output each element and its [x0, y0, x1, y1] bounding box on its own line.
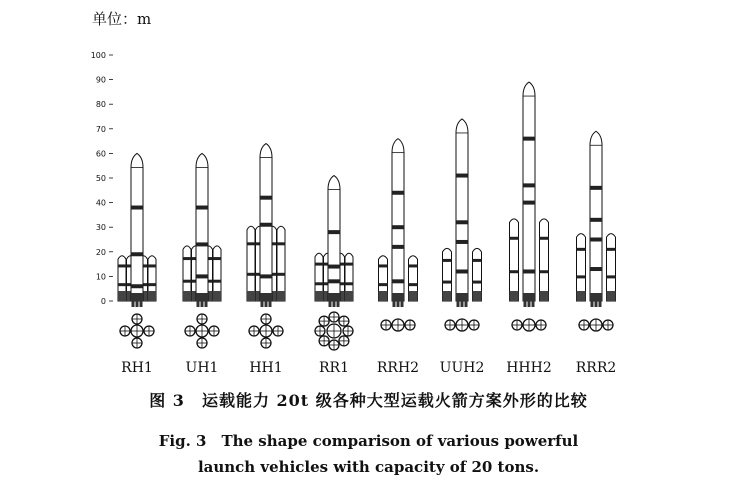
core-stage-band	[260, 274, 272, 278]
booster-band	[409, 283, 418, 286]
figure-caption-english-line2: launch vehicles with capacity of 20 tons.	[197, 458, 540, 476]
core-engine-section	[392, 293, 404, 301]
booster-band	[607, 248, 616, 251]
vehicle-name-label: RRH2	[376, 360, 420, 376]
core-stage-band	[523, 269, 535, 273]
core-stage-band	[523, 137, 535, 141]
booster-band	[183, 257, 191, 260]
booster-band	[473, 281, 482, 284]
engine-nozzle	[599, 301, 602, 307]
core-stage-band	[131, 284, 143, 288]
booster-band	[148, 264, 156, 267]
booster-body	[510, 219, 519, 301]
booster-band	[148, 283, 156, 286]
vehicle-name-label: UUH2	[439, 360, 485, 376]
axis-tick-label: 60	[95, 149, 106, 159]
core-stage-band	[456, 174, 468, 178]
axis-tick-label: 70	[95, 124, 106, 134]
engine-nozzle	[393, 301, 396, 307]
height-axis	[91, 51, 113, 306]
engine-nozzle	[132, 301, 135, 307]
core-stage-band	[131, 252, 143, 256]
engine-nozzle	[261, 301, 264, 307]
rocket-hh1	[247, 144, 285, 376]
core-stage-band	[131, 206, 143, 210]
core-stage-band	[523, 183, 535, 187]
engine-nozzle	[457, 301, 460, 307]
core-engine-section	[260, 293, 272, 301]
engine-nozzle	[329, 301, 332, 307]
core-stage-band	[392, 245, 404, 249]
booster-body	[577, 234, 586, 301]
core-stage-band	[456, 220, 468, 224]
engine-nozzle	[337, 301, 340, 307]
booster-band	[315, 263, 323, 266]
booster-band	[277, 242, 285, 245]
booster-engine-section	[473, 291, 482, 301]
rocket-uuh2	[440, 119, 485, 376]
booster-engine-section	[510, 291, 519, 301]
booster-band	[315, 282, 323, 285]
engine-nozzle	[136, 301, 139, 307]
core-engine-section	[590, 293, 602, 301]
core-stage-band	[328, 230, 340, 234]
core-engine-section	[328, 293, 340, 301]
engine-nozzle	[265, 301, 268, 307]
booster-engine-section	[577, 291, 586, 301]
booster-band	[247, 242, 255, 245]
core-stage-body	[456, 119, 468, 301]
booster-band	[183, 280, 191, 283]
rocket-hhh2	[506, 82, 552, 376]
booster-engine-section	[345, 291, 353, 301]
vehicle-name-label: RH1	[121, 360, 153, 376]
booster-engine-section	[540, 291, 549, 301]
axis-tick-label: 100	[90, 51, 106, 60]
booster-body	[247, 226, 255, 301]
booster-engine-section	[183, 291, 191, 301]
axis-tick-label: 20	[95, 247, 106, 257]
booster-engine-section	[118, 291, 126, 301]
engine-nozzle	[333, 301, 336, 307]
core-stage-band	[590, 267, 602, 271]
booster-band	[443, 259, 452, 262]
booster-band	[510, 270, 519, 273]
booster-body	[540, 219, 549, 301]
core-engine-section	[196, 293, 208, 301]
engine-nozzle	[532, 301, 535, 307]
booster-body	[607, 234, 616, 301]
booster-band	[118, 283, 126, 286]
booster-band	[213, 257, 221, 260]
booster-band	[577, 248, 586, 251]
booster-band	[473, 259, 482, 262]
booster-band	[277, 273, 285, 276]
axis-tick-label: 90	[95, 75, 106, 85]
engine-nozzle	[205, 301, 208, 307]
booster-band	[510, 237, 519, 240]
core-engine-section	[456, 293, 468, 301]
axis-tick-label: 10	[95, 272, 106, 282]
core-stage-band	[328, 279, 340, 283]
booster-band	[443, 281, 452, 284]
core-stage-body	[590, 131, 602, 301]
booster-engine-section	[315, 291, 323, 301]
booster-band	[577, 275, 586, 278]
rocket-rrh2	[377, 139, 419, 376]
rocket-rh1	[118, 153, 156, 376]
axis-tick-label: 0	[100, 297, 106, 306]
booster-band	[540, 270, 549, 273]
core-stage-band	[328, 265, 340, 269]
vehicle-name-label: UH1	[185, 360, 219, 376]
booster-engine-section	[213, 291, 221, 301]
booster-band	[540, 237, 549, 240]
booster-engine-section	[277, 291, 285, 301]
rocket-rr1	[315, 176, 353, 376]
engine-nozzle	[591, 301, 594, 307]
rocket-group	[118, 82, 616, 376]
core-stage-band	[392, 191, 404, 195]
engine-nozzle	[401, 301, 404, 307]
booster-band	[379, 283, 388, 286]
booster-engine-section	[148, 291, 156, 301]
engine-nozzle	[528, 301, 531, 307]
engine-nozzle	[595, 301, 598, 307]
core-stage-band	[590, 218, 602, 222]
core-stage-band	[456, 240, 468, 244]
booster-engine-section	[443, 291, 452, 301]
engine-nozzle	[140, 301, 143, 307]
core-stage-band	[523, 201, 535, 205]
booster-band	[118, 264, 126, 267]
core-stage-body	[196, 153, 208, 301]
booster-engine-section	[247, 291, 255, 301]
booster-band	[379, 264, 388, 267]
vehicle-name-label: HHH2	[506, 360, 552, 376]
booster-engine-section	[379, 291, 388, 301]
engine-nozzle	[397, 301, 400, 307]
core-stage-band	[260, 223, 272, 227]
core-stage-band	[590, 186, 602, 190]
axis-tick-label: 80	[95, 100, 106, 110]
figure-caption-chinese: 图 3 运载能力 20t 级各种大型运载火箭方案外形的比较	[149, 391, 588, 410]
booster-body	[277, 226, 285, 301]
axis-tick-label: 40	[95, 198, 106, 208]
booster-band	[247, 273, 255, 276]
core-stage-band	[196, 274, 208, 278]
booster-band	[607, 275, 616, 278]
rocket-rrr2	[576, 131, 617, 376]
figure-caption-english-line1: Fig. 3 The shape comparison of various powerful	[158, 432, 579, 450]
booster-band	[409, 264, 418, 267]
core-stage-band	[196, 242, 208, 246]
axis-tick-label: 30	[95, 223, 106, 233]
engine-nozzle	[461, 301, 464, 307]
engine-nozzle	[197, 301, 200, 307]
booster-band	[213, 280, 221, 283]
booster-band	[345, 282, 353, 285]
booster-engine-section	[409, 291, 418, 301]
axis-tick-label: 50	[95, 174, 106, 183]
engine-nozzle	[524, 301, 527, 307]
engine-nozzle	[269, 301, 272, 307]
booster-band	[345, 263, 353, 266]
core-stage-band	[456, 269, 468, 273]
booster-engine-section	[607, 291, 616, 301]
engine-nozzle	[465, 301, 468, 307]
vehicle-name-label: RR1	[319, 360, 349, 376]
core-stage-band	[392, 225, 404, 229]
core-engine-section	[523, 293, 535, 301]
core-stage-band	[392, 279, 404, 283]
rocket-uh1	[183, 153, 221, 376]
vehicle-name-label: RRR2	[575, 360, 617, 376]
core-stage-body	[523, 82, 535, 301]
core-stage-body	[131, 153, 143, 301]
core-stage-band	[196, 206, 208, 210]
vehicle-name-label: HH1	[249, 360, 283, 376]
core-stage-body	[392, 139, 404, 301]
core-stage-band	[590, 238, 602, 242]
core-engine-section	[131, 293, 143, 301]
unit-label: 单位：m	[92, 10, 152, 28]
core-stage-band	[260, 196, 272, 200]
engine-nozzle	[201, 301, 204, 307]
